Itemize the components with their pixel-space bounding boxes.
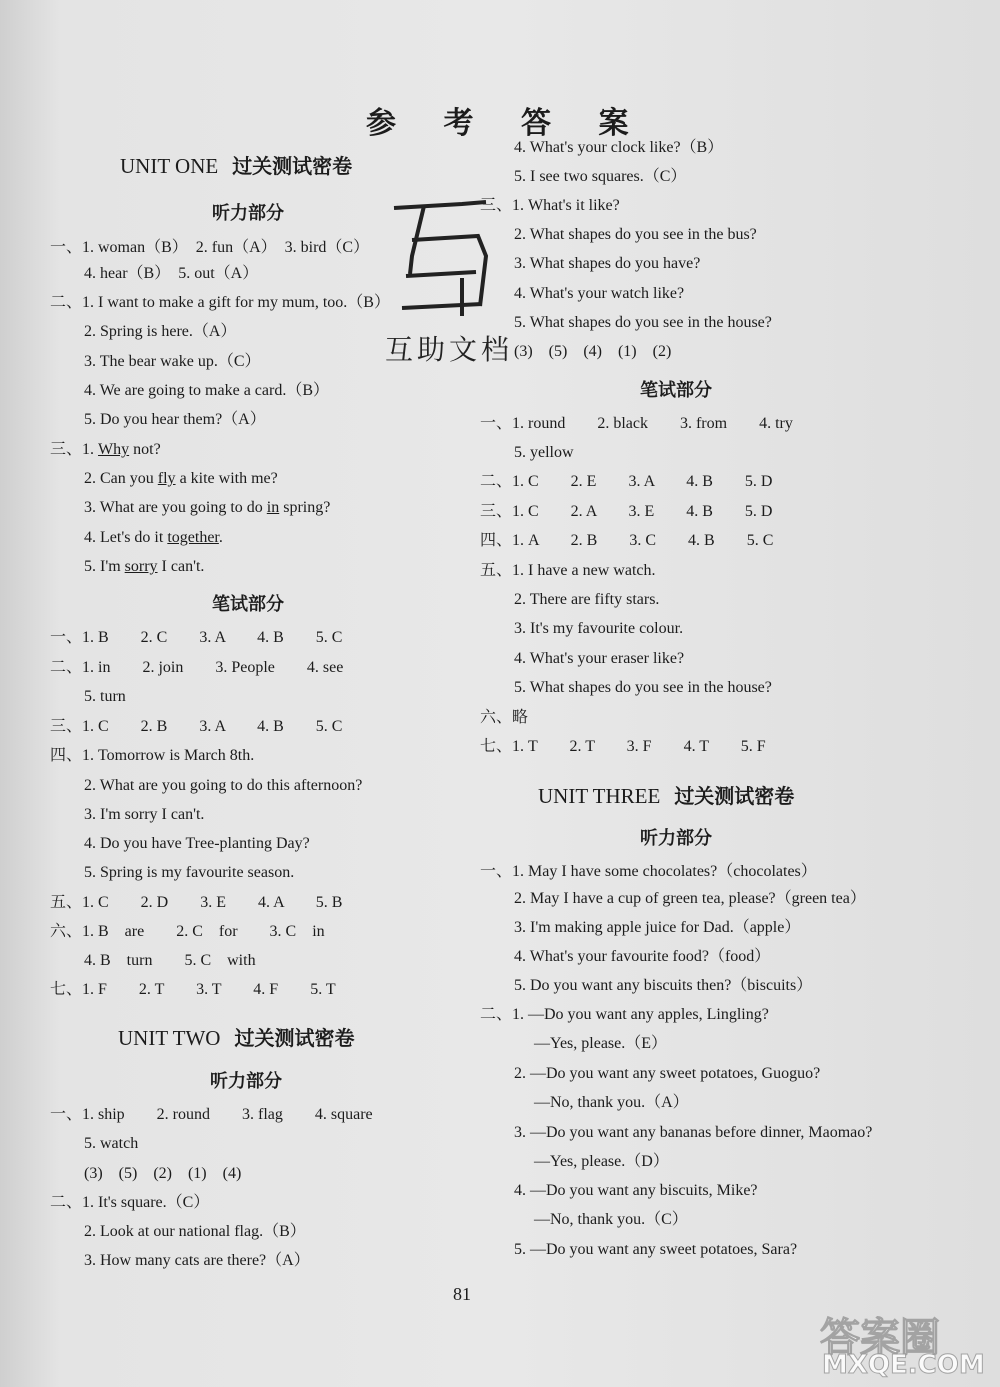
- answer-line: 4. Do you have Tree-planting Day?: [84, 835, 310, 852]
- text: 2. Can you: [84, 470, 158, 487]
- answer-line: (3) (5) (4) (1) (2): [514, 343, 672, 360]
- answer-line: 2. Look at our national flag.（B）: [84, 1223, 306, 1240]
- unit-one-cn: 过关测试密卷: [232, 156, 353, 178]
- answer-line: 2. What are you going to do this afternoon?: [84, 777, 363, 794]
- text: 3. What are you going to do: [84, 499, 267, 516]
- answer-line: 5. What shapes do you see in the house?: [514, 679, 772, 696]
- answer-line: 六、略: [480, 709, 529, 726]
- listening-heading: 听力部分: [212, 203, 284, 223]
- answer-line: 4. What's your clock like?（B）: [514, 139, 724, 156]
- answer-line: [84, 557, 204, 577]
- answer-line: 2. There are fifty stars.: [514, 591, 660, 608]
- answer-line: 一、1. round 2. black 3. from 4. try: [480, 415, 793, 432]
- answer-line: 5. yellow: [514, 444, 574, 461]
- answer-line: 二、1. It's square.（C）: [50, 1194, 210, 1211]
- answer-line: 3. What shapes do you have?: [514, 255, 701, 272]
- text: spring?: [279, 499, 331, 516]
- answer-line: 四、1. A 2. B 3. C 4. B 5. C: [480, 532, 774, 549]
- answer-line: 2. May I have a cup of green tea, please?（green tea）: [514, 890, 866, 907]
- answer-line: 3. I'm sorry I can't.: [84, 806, 205, 823]
- answer-line: —No, thank you.（C）: [534, 1211, 688, 1228]
- stamp-text: 互助文档: [385, 333, 514, 366]
- written-heading: 笔试部分: [212, 594, 284, 614]
- answer-line: 5. Spring is my favourite season.: [84, 864, 295, 881]
- answer-line: 三、1. C 2. B 3. A 4. B 5. C: [50, 718, 343, 735]
- underlined-word: Why: [98, 441, 130, 458]
- answer-line: 二、1. —Do you want any apples, Lingling?: [480, 1006, 769, 1023]
- answer-line: [84, 498, 330, 518]
- answer-line: 4. —Do you want any biscuits, Mike?: [514, 1182, 758, 1199]
- answer-line: 二、1. I want to make a gift for my mum, too.（B）: [50, 294, 390, 311]
- text: not?: [129, 441, 161, 458]
- answer-line: 七、1. F 2. T 3. T 4. F 5. T: [50, 981, 336, 998]
- answer-line: 一、1. May I have some chocolates?（chocolates）: [480, 863, 817, 880]
- unit-three-heading: [538, 786, 794, 807]
- answer-line: (3) (5) (2) (1) (4): [84, 1165, 242, 1182]
- answer-line: 5. Do you want any biscuits then?（biscuits）: [514, 977, 813, 994]
- answer-line: 2. What shapes do you see in the bus?: [514, 226, 757, 243]
- answer-line: 五、1. C 2. D 3. E 4. A 5. B: [50, 894, 343, 911]
- answer-line: 4. What's your watch like?: [514, 285, 685, 302]
- answer-line: 六、1. B are 2. C for 3. C in: [50, 923, 325, 940]
- answer-line: 4. What's your favourite food?（food）: [514, 948, 771, 965]
- underlined-word: fly: [157, 470, 176, 487]
- written-heading: 笔试部分: [640, 380, 712, 400]
- answer-line: 3. How many cats are there?（A）: [84, 1252, 310, 1269]
- answer-line: 3. —Do you want any bananas before dinner, Maomao?: [514, 1124, 873, 1141]
- answer-line: 5. I see two squares.（C）: [514, 168, 687, 185]
- answer-line: 五、1. I have a new watch.: [480, 562, 656, 579]
- watermark-logo: 答案圈: [820, 1315, 940, 1361]
- answer-line: 一、1. woman（B） 2. fun（A） 3. bird（C）: [50, 239, 370, 256]
- answer-line: 一、1. ship 2. round 3. flag 4. square: [50, 1106, 373, 1123]
- unit-three-en: UNIT THREE: [538, 784, 661, 808]
- answer-line: 5. Do you hear them?（A）: [84, 411, 266, 428]
- watermark-url: MXQE.COM: [822, 1350, 985, 1380]
- answer-line: 4. B turn 5. C with: [84, 952, 256, 969]
- text: a kite with me?: [175, 470, 278, 487]
- text: 4. Let's do it: [84, 529, 168, 546]
- underlined-word: sorry: [124, 558, 158, 575]
- page-title: 参 考 答 案: [366, 107, 649, 140]
- answer-line: 2. —Do you want any sweet potatoes, Guoguo?: [514, 1065, 821, 1082]
- listening-heading: 听力部分: [640, 828, 712, 848]
- underlined-word: together: [167, 529, 219, 546]
- unit-two-en: UNIT TWO: [118, 1026, 221, 1050]
- answer-line: 二、1. C 2. E 3. A 4. B 5. D: [480, 473, 773, 490]
- answer-line: —Yes, please.（E）: [534, 1035, 668, 1052]
- answer-line: —No, thank you.（A）: [534, 1094, 689, 1111]
- answer-line: 5. —Do you want any sweet potatoes, Sara?: [514, 1241, 798, 1258]
- answer-line: 四、1. Tomorrow is March 8th.: [50, 747, 255, 764]
- answer-line: 4. hear（B） 5. out（A）: [84, 265, 259, 282]
- answer-line: 三、1. What's it like?: [480, 197, 620, 214]
- answer-line: 3. The bear wake up.（C）: [84, 353, 261, 370]
- answer-line: [84, 528, 223, 548]
- answer-line: 4. We are going to make a card.（B）: [84, 382, 330, 399]
- page-number: 81: [453, 1284, 471, 1304]
- answer-line: 4. What's your eraser like?: [514, 650, 685, 667]
- underlined-word: in: [266, 499, 280, 516]
- unit-three-cn: 过关测试密卷: [674, 786, 795, 808]
- text: 三、1.: [50, 441, 99, 458]
- answer-line: [84, 469, 278, 489]
- answer-line: 3. It's my favourite colour.: [514, 620, 684, 637]
- answer-line: [50, 440, 161, 460]
- unit-two-cn: 过关测试密卷: [234, 1028, 355, 1050]
- text: .: [218, 529, 223, 546]
- unit-one-heading: [120, 156, 352, 177]
- answer-line: 5. What shapes do you see in the house?: [514, 314, 772, 331]
- answer-line: 二、1. in 2. join 3. People 4. see: [50, 659, 344, 676]
- unit-one-en: UNIT ONE: [120, 154, 219, 178]
- text: 5. I'm: [84, 558, 125, 575]
- listening-heading: 听力部分: [210, 1071, 282, 1091]
- answer-line: 七、1. T 2. T 3. F 4. T 5. F: [480, 738, 766, 755]
- text: I can't.: [157, 558, 205, 575]
- answer-line: 三、1. C 2. A 3. E 4. B 5. D: [480, 503, 773, 520]
- answer-line: —Yes, please.（D）: [534, 1153, 669, 1170]
- answer-line: 一、1. B 2. C 3. A 4. B 5. C: [50, 629, 343, 646]
- unit-two-heading: [118, 1028, 354, 1049]
- answer-line: 5. watch: [84, 1135, 139, 1152]
- answer-line: 5. turn: [84, 688, 126, 705]
- answer-line: 3. I'm making apple juice for Dad.（apple）: [514, 919, 801, 936]
- answer-line: 2. Spring is here.（A）: [84, 323, 237, 340]
